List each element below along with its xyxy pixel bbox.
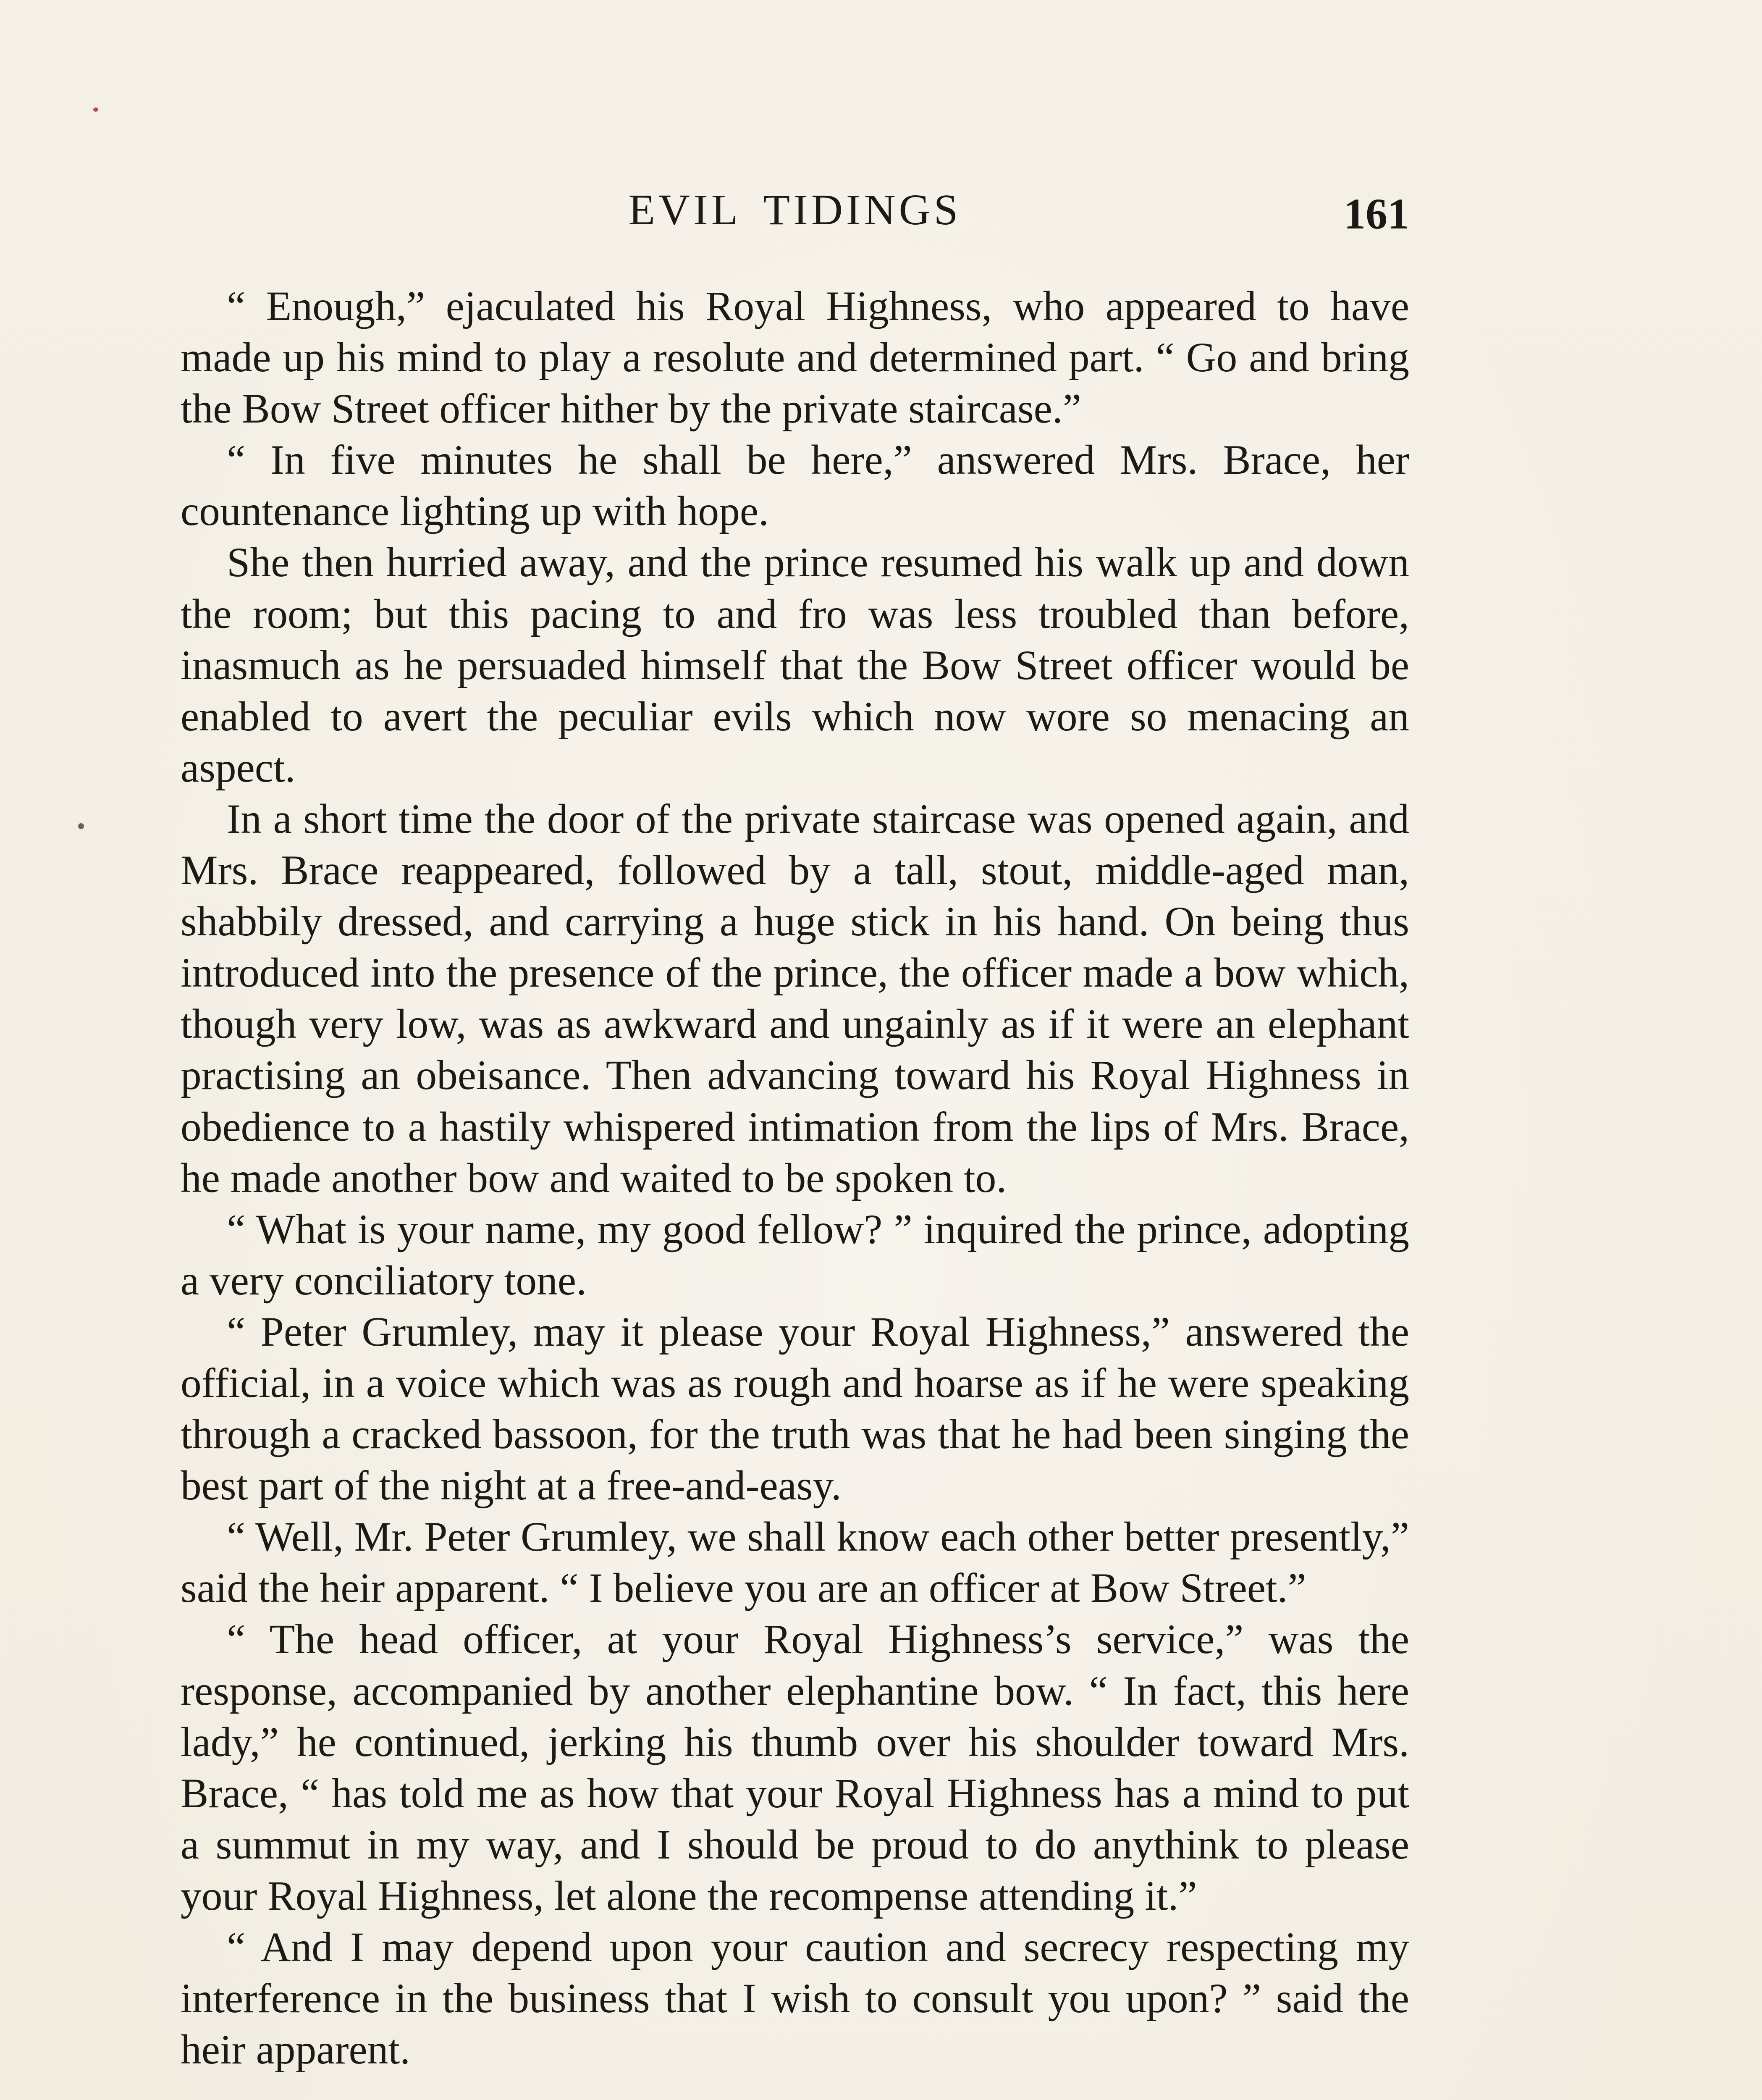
paragraph: “ And I may depend upon your caution and secrecy respecting my interference in the business that I wish to consult you upon? ” said the heir apparent. [181,1924,1409,2073]
paragraph: “ Enough,” ejaculated his Royal Highness, who appeared to have made up his mind to play a resolute and determined part. “ Go and bring the Bow Street officer hither by the private staircase.” [181,283,1409,432]
paper-speck [78,823,84,829]
paragraph: In a short time the door of the private staircase was opened again, and Mrs. Brace reappeared, followed by a tall, stout, middle-aged man, shabbily dressed, and carrying a huge stick in his hand. On being thus introduced into the presence of the prince, the officer made a bow which, though very low, was as awkward and ungainly as if it were an elephant practising an obeisance. Then advancing toward his Royal Highness in obedience to a hastily whispered intimation from the lips of Mrs. Brace, he made another bow and waited to be spoken to. [181,795,1409,1201]
running-header [181,185,1409,248]
paragraph: “ Peter Grumley, may it please your Royal Highness,” answered the official, in a voice which was as rough and hoarse as if he were speaking through a cracked bassoon, for the truth was that he had been singing the best part of the night at a free-and-easy. [181,1308,1409,1509]
body-text [181,281,1409,2075]
paper-speck [93,108,98,112]
chapter-running-title: EVIL TIDINGS [628,186,962,234]
paragraph: She then hurried away, and the prince resumed his walk up and down the room; but this pacing to and fro was less troubled than before, inasmuch as he persuaded himself that the Bow Street officer would be enabled to avert the peculiar evils which now wore so menacing an aspect. [181,539,1409,791]
paragraph: “ In five minutes he shall be here,” answered Mrs. Brace, her countenance lighting up with hope. [181,436,1409,535]
paragraph: “ Well, Mr. Peter Grumley, we shall know each other better presently,” said the heir apparent. “ I believe you are an officer at Bow Street.” [181,1513,1409,1612]
page-number: 161 [1344,190,1409,238]
paragraph: “ The head officer, at your Royal Highness’s service,” was the response, accompanied by another elephantine bow. “ In fact, this here lady,” he continued, jerking his thumb over his shoulder toward Mrs. Brace, “ has told me as how that your Royal Highness has a mind to put a summut in my way, and I should be proud to do anythink to please your Royal Highness, let alone the recompense attending it.” [181,1616,1409,1919]
paragraph: “ What is your name, my good fellow? ” inquired the prince, adopting a very conciliatory tone. [181,1205,1409,1304]
